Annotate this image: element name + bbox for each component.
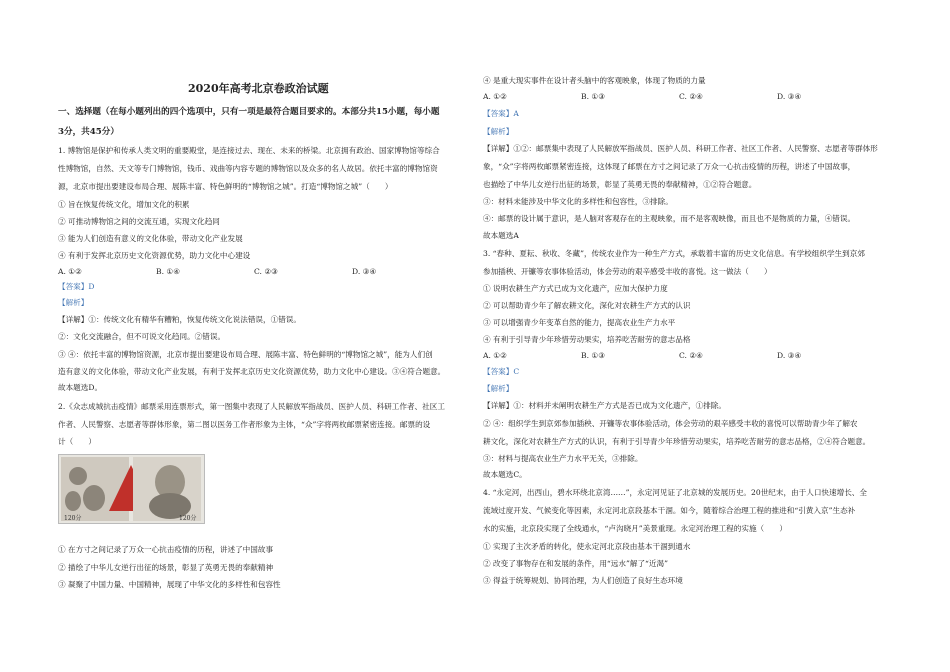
stamp-figure (65, 491, 81, 511)
q4-statement: ① 实现了主次矛盾的转化，使永定河北京段由基本干涸到通水 (483, 542, 691, 551)
q2-option-a: A. ①② (483, 92, 507, 101)
q4-stem: 流域过度开发、气候变化等因素，永定河北京段基本干涸。如今，随着综合治理工程的推进和“引黄入京”生态补 (483, 506, 856, 515)
q2-analysis: ③：材料未能涉及中华文化的多样性和包容性，③排除。 (483, 197, 673, 206)
q2-statement: ② 描绘了中华儿女逆行出征的场景，彰显了英勇无畏的奉献精神 (58, 563, 274, 572)
q1-analysis-label: 【解析】 (58, 298, 89, 307)
q1-analysis: 故本题选D。 (58, 383, 103, 392)
q3-option-a: A. ①② (483, 351, 507, 360)
q1-statement: ③ 能为人们创造有意义的文化体验，带动文化产业发展 (58, 234, 243, 243)
q1-stem: 性博物馆，自然、天文等专门博物馆，钱币、戏曲等内容专题的博物馆以及众多的名人故居。依托丰富的博物馆资 (58, 164, 438, 173)
q3-analysis: ③：材料与提高农业生产力水平无关，③排除。 (483, 454, 643, 463)
q1-option-a: A. ①② (58, 267, 82, 276)
q3-answer: 【答案】C (483, 367, 520, 376)
q3-analysis: ② ④：组织学生到京郊参加插秧、开镰等农事体验活动，体会劳动的艰辛感受丰收的喜悦可以帮助青少年了解农 (483, 419, 858, 428)
q2-answer: 【答案】A (483, 109, 519, 118)
q1-stem: 源，北京市提出要建设布局合理、展陈丰富、特色鲜明的“博物馆之城”。打造“博物馆之城”（ ） (58, 182, 393, 191)
q2-statement: ① 在方寸之间记录了万众一心抗击疫情的历程，讲述了中国故事 (58, 545, 274, 554)
q2-option-c: C. ②④ (679, 92, 703, 101)
q1-options (58, 267, 450, 277)
q3-statement: ③ 可以增强青少年变革自然的能力，提高农业生产力水平 (483, 318, 676, 327)
q3-options (483, 351, 875, 361)
q3-option-d: D. ③④ (777, 351, 802, 360)
stamp-price: 120分 (179, 515, 197, 522)
q2-analysis-label: 【解析】 (483, 127, 514, 136)
q2-analysis: 也描绘了中华儿女逆行出征的场景，彰显了英勇无畏的奉献精神，①②符合题意。 (483, 180, 757, 189)
q4-stem: 4. “永定河，出西山，碧水环绕北京湾……”，永定河见证了北京城的发展历史。20世纪末，由于人口快速增长、全 (483, 488, 867, 497)
q3-stem: 3. “春种、夏耘、秋收、冬藏”，传统农业作为一种生产方式，承载着丰富的历史文化信息。有学校组织学生到京郊 (483, 249, 865, 258)
q2-stem: 2.《众志成城抗击疫情》邮票采用连票形式，第一图集中表现了人民解放军指战员、医护人员、科研工作者、社区工 (58, 402, 445, 411)
q3-stem: 参加插秧、开镰等农事体验活动，体会劳动的艰辛感受丰收的喜悦。这一做法（ ） (483, 267, 772, 276)
stamp-figure (69, 467, 87, 485)
q1-stem: 1. 博物馆是保护和传承人类文明的重要殿堂，是连接过去、现在、未来的桥梁。北京拥有政治、国家博物馆等综合 (58, 146, 440, 155)
q1-answer: 【答案】D (58, 282, 95, 291)
q1-analysis: 造有意义的文化体验，带动文化产业发展，有利于发挥北京历史文化资源优势，助力文化中心建设。③④符合题意。 (58, 367, 446, 376)
q2-statement: ④ 是重大现实事件在设计者头脑中的客观映象，体现了物质的力量 (483, 76, 706, 85)
q1-analysis: 【详解】①：传统文化有精华有糟粕，恢复传统文化说法错误，①错误。 (58, 315, 301, 324)
q3-analysis: 故本题选C。 (483, 470, 527, 479)
q3-statement: ④ 有利于引导青少年珍惜劳动果实，培养吃苦耐劳的意志品格 (483, 335, 691, 344)
q4-statement: ③ 得益于统筹规划、协同治理，为人们创造了良好生态环境 (483, 576, 683, 585)
q1-statement: ④ 有利于发挥北京历史文化资源优势，助力文化中心建设 (58, 251, 251, 260)
q1-option-b: B. ①④ (156, 267, 181, 276)
page-title: 2020年高考北京卷政治试题 (188, 82, 329, 95)
q1-analysis: ②：文化交流融合，但不可说文化趋同。②错误。 (58, 332, 226, 341)
q4-statement: ② 改变了事物存在和发展的条件，用“远水”解了“近渴” (483, 559, 669, 568)
q1-option-d: D. ③④ (352, 267, 377, 276)
q2-analysis: 象，“众”字将两枚邮票紧密连接，这体现了邮票在方寸之间记录了万众一心抗击疫情的历程，讲述了中国故事， (483, 162, 856, 171)
q4-stem: 水的实施，北京段实现了全线通水，“卢沟晓月”美景重现。永定河治理工程的实施（ ） (483, 524, 787, 533)
q1-statement: ① 旨在恢复传统文化，增加文化的积累 (58, 200, 190, 209)
stamp-image (58, 454, 205, 524)
q2-stem: 计（ ） (58, 437, 96, 446)
section-heading: 一、选择题（在每小题列出的四个选项中，只有一项是最符合题目要求的。本部分共15小题，每小题 (58, 107, 440, 117)
q2-option-b: B. ①③ (581, 92, 606, 101)
q3-statement: ① 说明农耕生产方式已成为文化遗产，应加大保护力度 (483, 284, 668, 293)
q3-option-c: C. ②④ (679, 351, 703, 360)
q2-options (483, 92, 875, 102)
q3-statement: ② 可以帮助青少年了解农耕文化，深化对农耕生产方式的认识 (483, 301, 691, 310)
q3-analysis-label: 【解析】 (483, 384, 514, 393)
section-heading-cont: 3分，共45分） (58, 127, 119, 137)
stamp-right (133, 457, 201, 521)
q2-analysis: 故本题选A (483, 231, 519, 240)
stamp-price: 120分 (64, 515, 82, 522)
q3-analysis: 耕文化，深化对农耕生产方式的认识，有利于引导青少年珍惜劳动果实，培养吃苦耐劳的意志品格，②④符合题意。 (483, 437, 871, 446)
q1-analysis: ③ ④：依托丰富的博物馆资源，北京市提出要建设布局合理、展陈丰富、特色鲜明的“博物馆之城”，能为人们创 (58, 350, 433, 359)
q1-statement: ② 可推动博物馆之间的交流互通，实现文化趋同 (58, 217, 220, 226)
q2-statement: ③ 凝聚了中国力量、中国精神，展现了中华文化的多样性和包容性 (58, 580, 281, 589)
q3-analysis: 【详解】①：材料并未阐明农耕生产方式是否已成为文化遗产，①排除。 (483, 401, 726, 410)
q2-option-d: D. ③④ (777, 92, 802, 101)
q2-analysis: 【详解】①②：邮票集中表现了人民解放军指战员、医护人员、科研工作者、社区工作者、人民警察、志愿者等群体形 (483, 144, 878, 153)
q3-option-b: B. ①③ (581, 351, 606, 360)
q2-analysis: ④：邮票的设计属于意识，是人脑对客观存在的主观映象，而不是客观映像，而且也不是物质的力量，④错误。 (483, 214, 856, 223)
q1-option-c: C. ②③ (254, 267, 278, 276)
stamp-figure (83, 485, 105, 511)
q2-stem: 作者、人民警察、志愿者等群体形象，第二图以医务工作者形象为主体，“众”字将两枚邮票紧密连接。邮票的设 (58, 420, 431, 429)
